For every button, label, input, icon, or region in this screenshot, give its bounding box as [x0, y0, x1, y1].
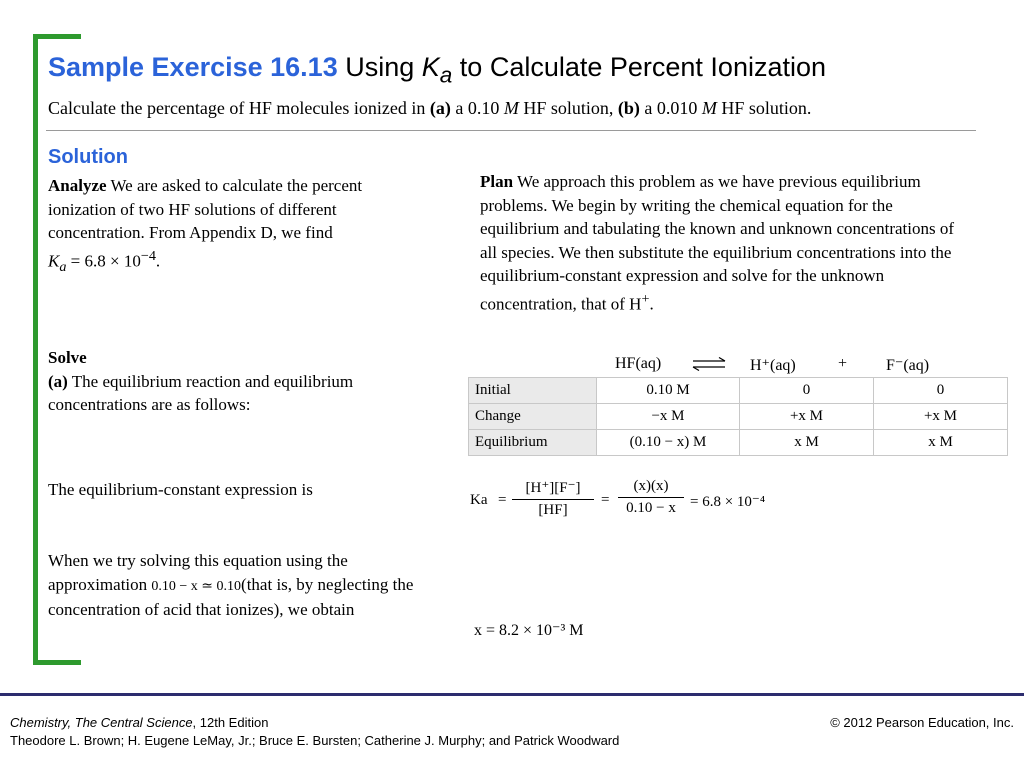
footer-authors: Theodore L. Brown; H. Eugene LeMay, Jr.; Bruce E. Bursten; Catherine J. Murphy; and Patrick Woodward [10, 733, 620, 748]
ka-value: = 6.8 × 10⁻⁴ [690, 494, 766, 510]
product-h-plus: H⁺(aq) [750, 357, 796, 374]
equilibrium-arrows-icon [692, 357, 726, 371]
row-label: Change [469, 404, 597, 430]
concentration-fraction: $\frac{[H^+][F^-]}{[HF]}$ [512, 478, 594, 519]
table-row: Equilibrium (0.10 − x) M x M x M [469, 430, 1008, 456]
green-bracket-bottom [33, 660, 81, 665]
slide-title: Sample Exercise 16.13 Using $K_a$ to Calculate Percent Ionization [48, 52, 827, 88]
title-exercise-number: Sample Exercise 16.13 [48, 52, 338, 82]
footer-copyright: © 2012 Pearson Education, Inc. [830, 715, 1014, 730]
plan-paragraph: Plan We approach this problem as we have previous equilibrium problems. We begin by writing the chemical equation for the equilibrium and tabulating the known and unknown concentrations of all species. We then substitute the equilibrium concentrations into the equilibrium-constant expression and solve for the unknown concentration, that of H+. [480, 172, 955, 314]
equilibrium-expression-text: The equilibrium-constant expression is [48, 480, 313, 499]
reactant-hf: HF(aq) [615, 355, 662, 372]
footer-divider [0, 693, 1024, 696]
title-divider [46, 130, 976, 131]
approximation-paragraph: When we try solving this equation using the approximation 0.10 − x ≃ 0.10(that is, by neglecting the concentration of acid that ionizes), we obtain [48, 551, 414, 619]
problem-statement: Calculate the percentage of HF molecules ionized in (a) a 0.10 M HF solution, (b) a 0.010 M HF solution. [48, 98, 812, 118]
x-fraction: $\frac{(x)(x)}{0.10 - x}$ [618, 478, 684, 517]
table-row: Change −x M +x M +x M [469, 404, 1008, 430]
ka-symbol: Ka [470, 492, 488, 508]
analyze-paragraph: Analyze We are asked to calculate the percent ionization of two HF solutions of different concentration. From Appendix D, we find $K_a = 6.8 \times 10^{-4}$. [48, 176, 363, 275]
row-label: Equilibrium [469, 430, 597, 456]
footer-book: Chemistry, The Central Science, 12th Edition [10, 715, 269, 730]
green-bracket-vertical [33, 34, 38, 665]
x-result: x = 8.2 × 10⁻³ M [474, 622, 584, 639]
table-row: Initial 0.10 M 0 0 [469, 378, 1008, 404]
approximation-inline-equation: 0.10 − x ≃ 0.10 [151, 578, 242, 594]
reaction-plus: + [838, 355, 848, 372]
ice-table [468, 377, 1008, 456]
ka-expression: Ka = $\frac{[H^+][F^-]}{[HF]}$ = $\frac{(x)(x)}{0.10 - x}$ = 6.8 × 10⁻⁴ [470, 478, 766, 518]
product-f-minus: F⁻(aq) [886, 357, 930, 374]
green-bracket-top [33, 34, 81, 39]
solve-paragraph: Solve (a) The equilibrium reaction and equilibrium concentrations are as follows: [48, 348, 354, 414]
row-label: Initial [469, 378, 597, 404]
solution-heading: Solution [48, 146, 128, 168]
